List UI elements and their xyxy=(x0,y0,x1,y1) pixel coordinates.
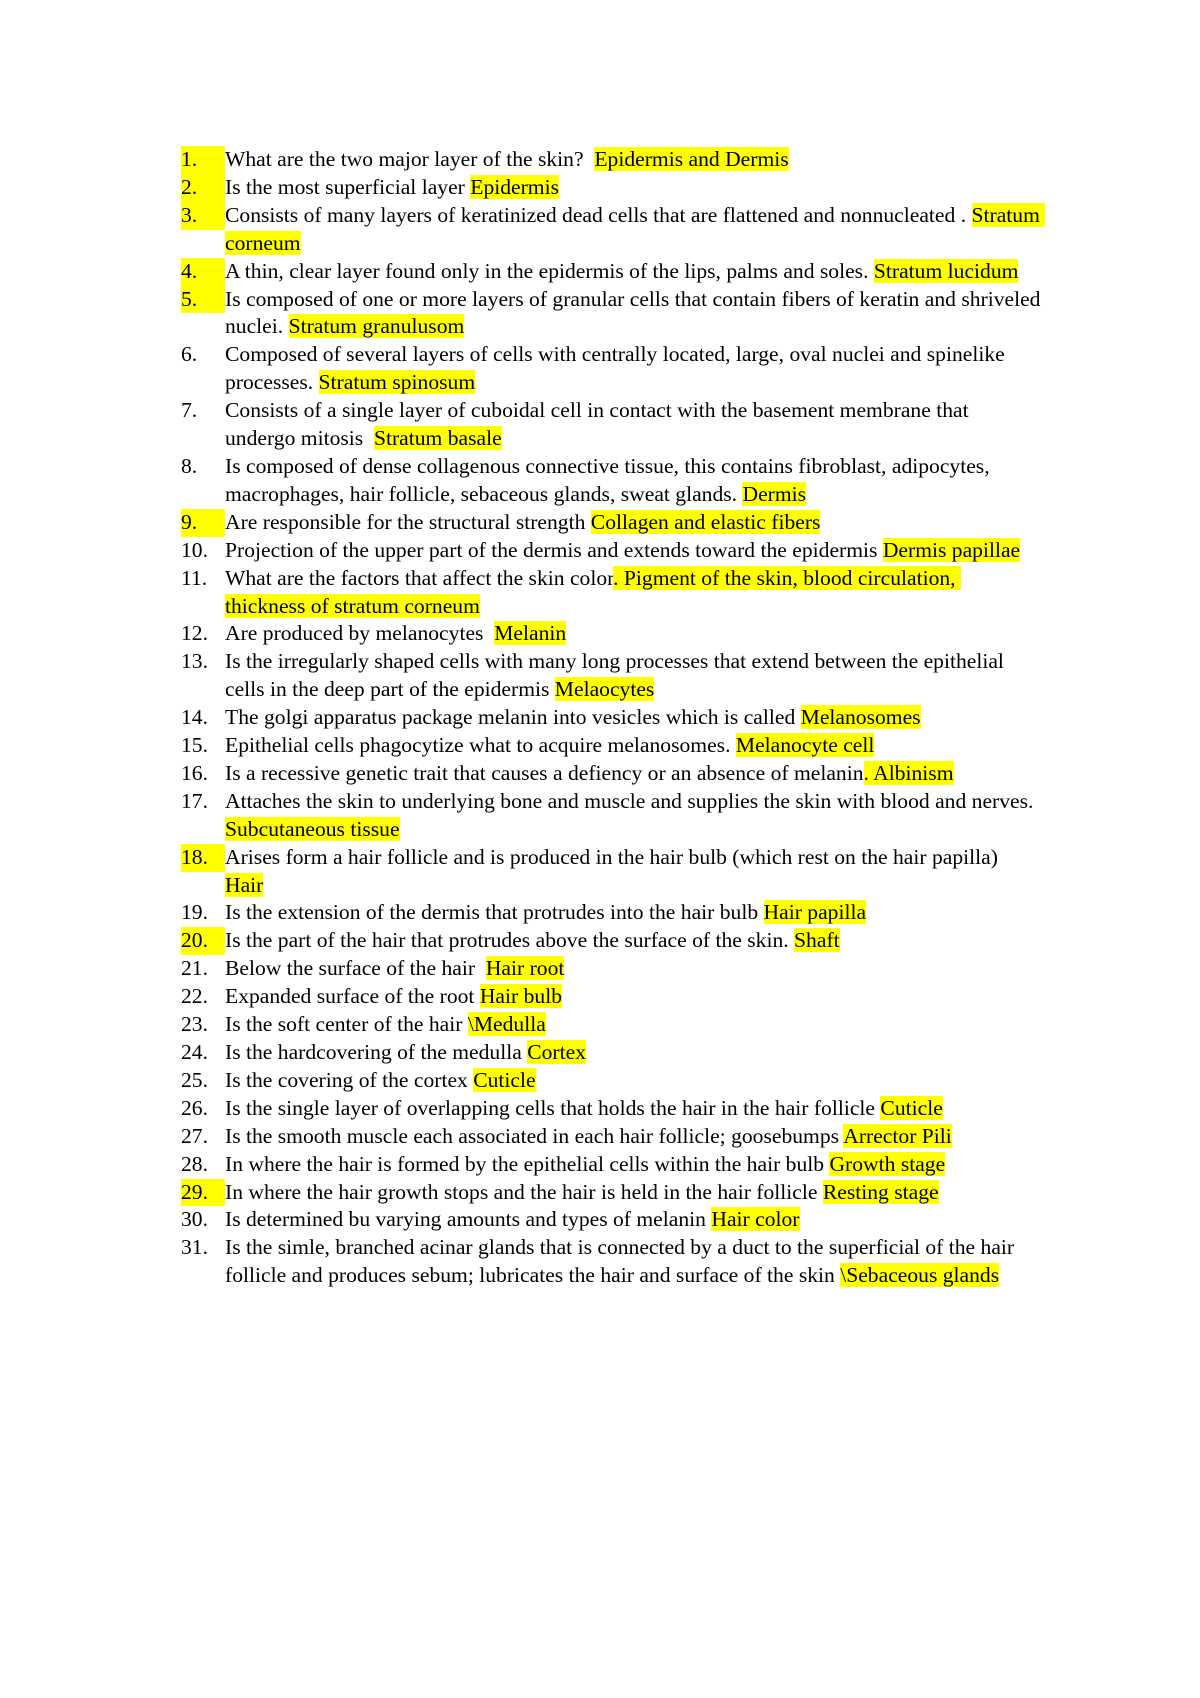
list-item xyxy=(181,1234,1041,1290)
list-item xyxy=(181,202,1046,258)
answer-highlight: Cortex xyxy=(527,1040,586,1064)
item-body xyxy=(225,565,1041,621)
answer-highlight: . Albinism xyxy=(863,760,954,785)
question-text: Consists of many layers of keratinized dead cells that are flattened and nonnucleated . xyxy=(225,202,972,227)
question-text: Are produced by melanocytes xyxy=(225,621,495,646)
list-item xyxy=(181,899,1041,927)
item-number: 20. xyxy=(181,927,225,955)
item-body xyxy=(225,1234,1041,1290)
list-item xyxy=(181,1067,1041,1095)
item-number: 26. xyxy=(181,1095,208,1120)
item-body xyxy=(225,537,1041,565)
question-text: Epithelial cells phagocytize what to acquire melanosomes. xyxy=(225,733,736,758)
item-number: 28. xyxy=(181,1151,208,1176)
list-item xyxy=(181,286,1046,342)
item-number: 18. xyxy=(181,844,225,872)
answer-highlight: Cuticle xyxy=(880,1095,943,1120)
item-number: 14. xyxy=(181,705,208,730)
question-text: Is the covering of the cortex xyxy=(225,1067,474,1092)
answer-highlight: Hair xyxy=(225,872,264,897)
question-text: Composed of several layers of cells with centrally located, large, oval nuclei and spinelike processes. xyxy=(225,342,1011,395)
item-number: 13. xyxy=(181,649,208,674)
item-body xyxy=(225,760,1041,788)
question-text: Is a recessive genetic trait that causes a defiency or an absence of melanin xyxy=(225,760,864,785)
question-text: Are responsible for the structural strength xyxy=(225,509,591,534)
item-number: 2. xyxy=(181,174,225,202)
item-number: 3. xyxy=(181,202,225,230)
question-text: Is the most superficial layer xyxy=(225,174,471,199)
list-item xyxy=(181,565,1041,621)
answer-highlight: Melanosomes xyxy=(800,705,921,730)
list-item xyxy=(181,927,1041,955)
question-text: Below the surface of the hair xyxy=(225,956,486,981)
answer-highlight: \Medulla xyxy=(467,1012,546,1037)
question-text: Arises form a hair follicle and is produced in the hair bulb (which rest on the hair papilla) xyxy=(225,844,1004,869)
item-number: 16. xyxy=(181,760,208,785)
item-body xyxy=(225,648,1041,704)
item-body xyxy=(225,509,1041,537)
answer-highlight: \Sebaceous glands xyxy=(840,1263,1000,1288)
answer-highlight: Melanin xyxy=(494,621,567,646)
answer-highlight: Stratum corneum xyxy=(225,202,1046,255)
question-text: Is the single layer of overlapping cells that holds the hair in the hair follicle xyxy=(225,1095,881,1120)
item-number: 6. xyxy=(181,342,198,367)
item-number: 15. xyxy=(181,733,208,758)
item-number: 22. xyxy=(181,984,208,1009)
item-body xyxy=(225,146,1041,174)
answer-highlight: Hair root xyxy=(485,956,565,981)
item-body xyxy=(225,453,1041,509)
answer-highlight: Resting stage xyxy=(822,1179,939,1204)
answer-highlight: Stratum granulusom xyxy=(288,314,465,339)
list-item xyxy=(181,258,1041,286)
item-body xyxy=(225,1151,1041,1179)
item-body xyxy=(225,174,1041,202)
question-text: What are the two major layer of the skin? xyxy=(225,147,595,171)
item-number: 24. xyxy=(181,1040,208,1064)
list-item xyxy=(181,788,1041,844)
item-number: 30. xyxy=(181,1207,208,1232)
question-text: Projection of the upper part of the dermis and extends toward the epidermis xyxy=(225,537,883,562)
item-body xyxy=(225,704,1041,732)
answer-highlight: Hair color xyxy=(711,1207,800,1232)
answer-highlight: Melaocytes xyxy=(554,677,655,702)
answer-highlight: Stratum basale xyxy=(373,426,502,451)
item-body xyxy=(225,202,1046,258)
item-number: 9. xyxy=(181,509,225,537)
item-body xyxy=(225,620,1041,648)
list-item xyxy=(181,955,1041,983)
list-item xyxy=(181,537,1041,565)
question-text: Is the smooth muscle each associated in each hair follicle; goosebumps xyxy=(225,1123,844,1148)
question-text: The golgi apparatus package melanin into vesicles which is called xyxy=(225,705,801,730)
item-number: 25. xyxy=(181,1067,208,1092)
answer-highlight: Dermis xyxy=(742,481,807,506)
list-item xyxy=(181,732,1041,760)
question-text: Is the part of the hair that protrudes above the surface of the skin. xyxy=(225,928,795,953)
list-item xyxy=(181,1039,1041,1067)
question-text: Attaches the skin to underlying bone and muscle and supplies the skin with blood and nerves. xyxy=(225,788,1039,813)
item-number: 10. xyxy=(181,537,208,562)
list-item xyxy=(181,174,1041,202)
list-item xyxy=(181,341,1041,397)
item-number: 27. xyxy=(181,1123,208,1148)
item-body xyxy=(225,397,1041,453)
item-body xyxy=(225,788,1041,844)
item-number: 5. xyxy=(181,286,225,314)
list-item xyxy=(181,1151,1041,1179)
item-number: 12. xyxy=(181,621,208,646)
answer-highlight: Collagen and elastic fibers xyxy=(590,509,821,534)
answer-highlight: Hair bulb xyxy=(479,984,562,1009)
item-number: 8. xyxy=(181,453,198,478)
answer-highlight: Subcutaneous tissue xyxy=(225,816,400,841)
question-text: Is the irregularly shaped cells with many long processes that extend between the epithelial cells in the deep part of the epidermis xyxy=(225,649,1010,702)
question-text: In where the hair is formed by the epithelial cells within the hair bulb xyxy=(225,1151,830,1176)
question-text: Is the hardcovering of the medulla xyxy=(225,1040,528,1064)
question-text: What are the factors that affect the skin color xyxy=(225,565,614,590)
list-item xyxy=(181,146,1041,174)
item-body xyxy=(225,1206,1041,1234)
question-text: Is the soft center of the hair xyxy=(225,1012,468,1037)
answer-highlight: Shaft xyxy=(794,928,840,953)
item-body xyxy=(225,1095,1041,1123)
question-list xyxy=(181,146,1046,1290)
item-number: 21. xyxy=(181,956,208,981)
list-item xyxy=(181,844,1041,900)
answer-highlight: . Pigment of the skin, blood circulation, thickness of stratum corneum xyxy=(225,565,961,618)
item-number: 1. xyxy=(181,146,225,174)
item-number: 23. xyxy=(181,1012,208,1037)
item-body xyxy=(225,955,1041,983)
answer-highlight: Stratum lucidum xyxy=(873,258,1019,283)
list-item xyxy=(181,760,1041,788)
list-item xyxy=(181,704,1041,732)
answer-highlight: Cuticle xyxy=(473,1067,536,1092)
answer-highlight: Growth stage xyxy=(829,1151,946,1176)
item-body xyxy=(225,1067,1041,1095)
question-text: Is the extension of the dermis that protrudes into the hair bulb xyxy=(225,900,764,925)
list-item xyxy=(181,1095,1041,1123)
item-body xyxy=(225,258,1041,286)
list-item xyxy=(181,1123,1041,1151)
item-body xyxy=(225,1011,1041,1039)
question-text: Is determined bu varying amounts and types of melanin xyxy=(225,1207,712,1232)
question-text: Expanded surface of the root xyxy=(225,984,480,1009)
list-item xyxy=(181,509,1041,537)
item-number: 7. xyxy=(181,398,198,423)
list-item xyxy=(181,1206,1041,1234)
list-item xyxy=(181,983,1041,1011)
question-text: Consists of a single layer of cuboidal cell in contact with the basement membrane that undergo mitosis xyxy=(225,398,974,451)
item-body xyxy=(225,732,1041,760)
question-text: A thin, clear layer found only in the epidermis of the lips, palms and soles. xyxy=(225,258,874,283)
answer-highlight: Melanocyte cell xyxy=(735,733,875,758)
list-item xyxy=(181,1011,1041,1039)
question-text: Is composed of one or more layers of granular cells that contain fibers of keratin and shriveled nuclei. xyxy=(225,286,1046,339)
answer-highlight: Hair papilla xyxy=(763,900,867,925)
answer-highlight: Epidermis xyxy=(470,174,560,199)
item-body xyxy=(225,844,1041,900)
item-number: 31. xyxy=(181,1235,208,1260)
list-item xyxy=(181,397,1041,453)
item-number: 19. xyxy=(181,900,208,925)
question-text: Is composed of dense collagenous connective tissue, this contains fibroblast, adipocytes, macrophages, hair follicle, sebaceous glands, sweat glands. xyxy=(225,453,996,506)
item-number: 17. xyxy=(181,788,208,813)
list-item xyxy=(181,620,1041,648)
item-body xyxy=(225,286,1046,342)
item-body xyxy=(225,899,1041,927)
list-item xyxy=(181,1179,1041,1207)
item-number: 4. xyxy=(181,258,225,286)
answer-highlight: Dermis papillae xyxy=(882,537,1021,562)
question-text: Is the simle, branched acinar glands that is connected by a duct to the superficial of the hair follicle and produces sebum; lubricates the hair and surface of the skin xyxy=(225,1235,1020,1288)
item-body xyxy=(225,341,1041,397)
item-body xyxy=(225,1123,1041,1151)
list-item xyxy=(181,648,1041,704)
item-body xyxy=(225,1179,1041,1207)
item-body xyxy=(225,1039,1041,1067)
item-body xyxy=(225,983,1041,1011)
list-item xyxy=(181,453,1041,509)
answer-highlight: Stratum spinosum xyxy=(318,370,476,395)
question-text: In where the hair growth stops and the hair is held in the hair follicle xyxy=(225,1179,823,1204)
answer-highlight: Epidermis and Dermis xyxy=(594,147,789,171)
item-number: 11. xyxy=(181,565,208,590)
answer-highlight: Arrector Pili xyxy=(843,1123,952,1148)
item-number: 29. xyxy=(181,1179,225,1207)
item-body xyxy=(225,927,1041,955)
